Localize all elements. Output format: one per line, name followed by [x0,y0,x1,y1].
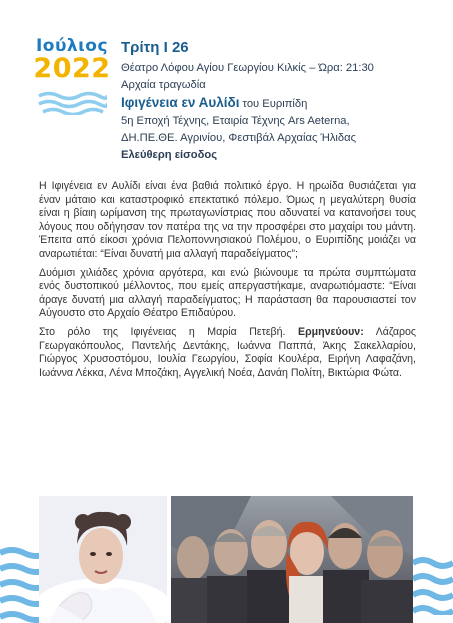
event-title: Ιφιγένεια εν Αυλίδι [121,95,240,110]
event-date: Τρίτη I 26 [121,39,189,56]
event-title-line [121,94,431,113]
description-paragraph-3 [39,326,416,380]
decorative-wave-right-icon [413,555,453,615]
actress-photo [39,496,167,623]
event-producers-2: ΔΗ.ΠΕ.ΘΕ. Αγρινίου, Φεστιβάλ Αρχαίας Ήλιδας [121,132,356,144]
event-header [121,39,431,164]
event-author: του Ευριπίδη [239,98,308,110]
lead-role-text: Στο ρόλο της Ιφιγένειας η Μαρία Πετεβή. [39,325,299,338]
cast-label: Ερμηνεύουν: [298,325,364,338]
logo-year: 2022 [33,53,111,84]
logo-waves-icon [37,89,107,115]
description-paragraph-1: Η Ιφιγένεια εν Αυλίδι είναι ένα βαθιά πολιτικό έργο. Η ηρωίδα θυσιάζεται για έναν μάταιο και καταστροφικό επεκτατικό πόλεμο. Όμως η μεγαλύτερη θυσία είναι η βίαιη ωρίμανση της πρωταγωνίστριας που αδυνατεί να κατανοήσει τους λόγους που οδήγησαν τον πατέρα της να την προσφέρει στο μαχαίρι του μάντη. Έπειτα από είκοσι χρόνια Πελοποννησιακού Πολέμου, ο Ευριπίδης μοιάζει να αναρωτιέται: “Είναι δυνατή μια αλλαγή παραδείγματος”; [39,180,416,260]
event-genre: Αρχαία τραγωδία [121,79,206,91]
cast-names: Λάζαρος Γεωργακόπουλος, Παντελής Δεντάκης, Ιωάννα Παππά, Άκης Σακελλαρίου, Γιώργος Χρυσοστόμου, Ιουλία Γεωργίου, Σοφία Κουλέρα, Ειρήνη Λαφαζάνη, Ιωάννα Λέκκα, Λένα Μποζάκη, Αγγελική Νοέα, Δανάη Πολίτη, Βικτώρια Φώτα. [39,325,416,379]
event-admission: Ελεύθερη είσοδος [121,149,218,161]
logo-month: Ιούλιος [35,36,109,56]
event-description [39,180,416,385]
description-paragraph-2: Δυόμισι χιλιάδες χρόνια αργότερα, και ενώ βιώνουμε τα πρώτα συμπτώματα ενός δυστοπικού μέλλοντος, που εμείς απεργαστήκαμε, αναρωτιόμαστε: “Είναι άραγε δυνατή μια αλλαγή παραδείγματος; Η παράσταση θα παρουσιαστεί τον Αύγουστο στο Αρχαίο Θέατρο Επιδαύρου. [39,266,416,320]
cast-photo [171,496,413,623]
event-venue-time: Θέατρο Λόφου Αγίου Γεωργίου Κιλκίς – Ώρα: 21:30 [121,62,374,74]
event-producers-1: 5η Εποχή Τέχνης, Εταιρία Τέχνης Ars Aeterna, [121,115,350,127]
festival-logo [33,36,111,116]
